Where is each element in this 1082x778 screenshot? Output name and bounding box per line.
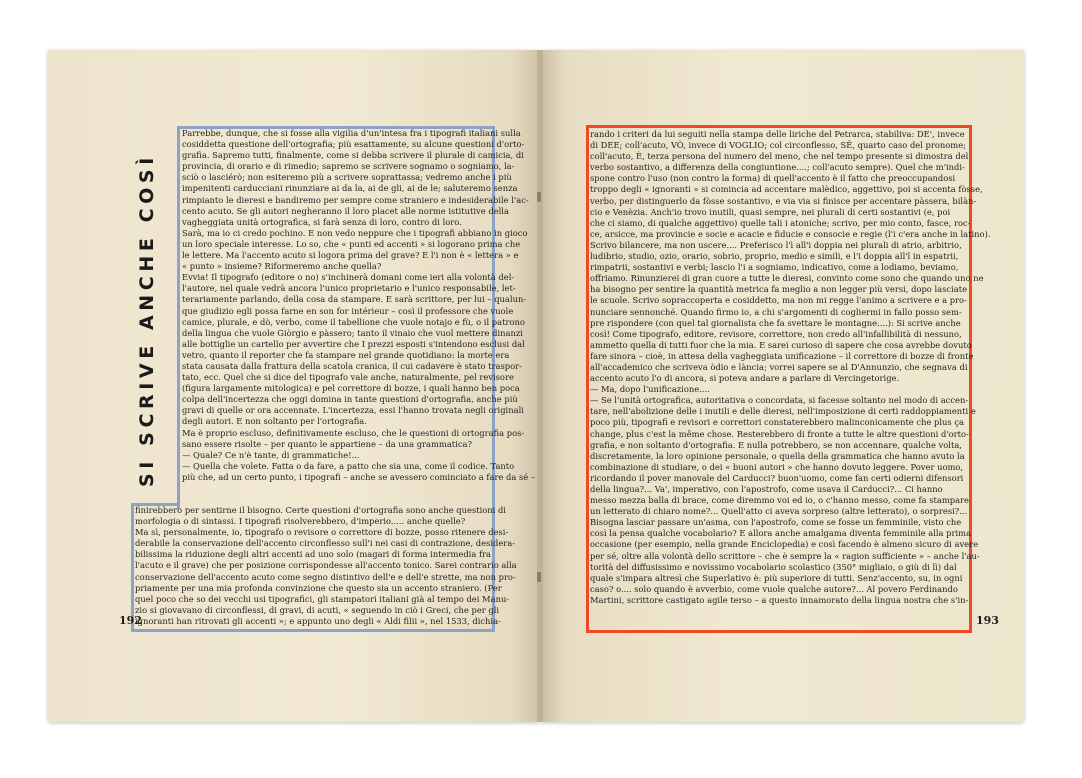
text-line: l'acuto e il grave) che per posizione corrispondesse all'accento tonico. Sarei contrario alla	[135, 560, 517, 571]
text-line: ammetto quella di tutti fuor che la mia. E sarei curioso di sapere che cosa avrebbe dovuto	[590, 339, 972, 350]
text-line: Ma sì, personalmente, io, tipografo o revisore o correttore di bozze, posso ritenere desi-	[135, 527, 509, 538]
text-line: Bisogna lasciar passare un'asma, con l'apostrofo, come se fosse un femminile, visto che	[590, 517, 962, 528]
text-line: (figura largamente mitologica) e pel correttore di bozze, i quali hanno ben poca	[182, 383, 520, 394]
text-line: verbo sostantivo, a differenza della congiuntione....; coll'acuto sempre). Quel che m'indi-	[590, 162, 965, 173]
text-line: sano essere risolte – per quanto le appartiene – da una grammatica?	[182, 438, 472, 449]
left-body-text-lower	[135, 505, 517, 628]
text-line: vagheggiata unità ortografica, si farà senza di loro, contro di loro.	[182, 216, 462, 227]
text-line: vetro, quanto il reporter che fa stampare nel grande quotidiano: la morte era	[182, 349, 510, 360]
text-line: offriamo. Rinunzierei di gran cuore a tutte le dieresi, convinto come sono che quando uno ne	[590, 273, 984, 284]
text-line: degli autori. E non soltanto per l'ortografia.	[182, 416, 367, 427]
text-line: all'accademico che scriveva òdio e lància; vorrei sapere se al D'Annunzio, che segnava di	[590, 361, 968, 372]
text-line: — Ma, dopo l'unificazione....	[590, 384, 710, 395]
text-line: gravi di quelle or ora accennate. L'incertezza, essi l'hanno trovata negli originali	[182, 405, 524, 416]
text-line: rimpianto le dieresi e bandiremo per sempre come straniero e indesiderabile l'ac-	[182, 194, 529, 205]
page-number-left: 192	[119, 614, 142, 627]
text-line: che ci siamo, di qualche aggettivo) quelle tali i atoniche; scrivo, per mio conto, fasce, roc-	[590, 217, 971, 228]
binding-staple-icon	[537, 192, 541, 202]
text-line: le lettere. Ma l'accento acuto si logora prima del grave? E l'i non è « lettera » e	[182, 250, 519, 261]
text-line: occasione (per esempio, nella grande Enciclopedia) e così facendo è almeno sicuro di avere	[590, 539, 979, 550]
chapter-title-vertical: SI SCRIVE ANCHE COSÌ	[136, 153, 158, 487]
text-line: per sé, oltre alla volontà dello scrittore – che è sempre la « ragion sufficiente » – anche l'au-	[590, 550, 980, 561]
text-line: Parrebbe, dunque, che si fosse alla vigilia d'un'intesa fra i tipografi italiani sulla	[182, 128, 521, 138]
text-line: tato, ecc. Quel che si dice del tipografo vale anche, naturalmente, pel revisore	[182, 372, 514, 383]
text-line: della lingua?... Va', imperativo, con l'apostrofo, come usava il Carducci?... Ci hanno	[590, 484, 943, 494]
text-line: messo mezza balla di brace, come diremmo voi ed io, o c'hanno messo, come fa stampare	[590, 495, 969, 506]
text-line: caso? o.... solo quando è avverbio, come vuole qualche autore?... Al povero Ferdinando	[590, 583, 958, 594]
text-line: terariamente parlando, della cosa da stampare. E sarà scrittore, per lui – qualun-	[182, 294, 527, 305]
text-line: verbo, per distinguerlo da fòsse sostantivo, e via via si finisce per accentare pàssera, bilàn-	[590, 195, 977, 206]
text-line: ricordando il pover manovale del Carducci? buon'uomo, come fan certi odierni difensori	[590, 472, 964, 483]
text-line: — Quella che volete. Fatta o da fare, a patto che sia una, come il codice. Tanto	[182, 460, 515, 471]
text-line: discretamente, la loro opinione personale, o quella della grammatica che hanno avuto la	[590, 450, 965, 461]
text-line: pre rispondere (con quel tal giornalista che fa svettare le montagne....): Si scrive anche	[590, 317, 961, 328]
text-line: Sarà, ma io ci credo pochino. E non vedo neppure che i tipografi abbiano in gioco	[182, 227, 528, 238]
text-line: così! Come tipografo, editore, revisore, correttore, non credo all'infallibilità di nessuno,	[590, 328, 962, 339]
binding-staple-icon	[537, 572, 541, 582]
text-line: spone contro l'uso (non contro la forma) di quell'accento è il fatto che preoccupandosi	[590, 173, 956, 184]
text-line: change, plus c'est la même chose. Resterebbero di fronte a tutte le altre questioni d'orto-	[590, 428, 969, 439]
text-line: Ma è proprio escluso, definitivamente escluso, che le questioni di ortografia pos-	[182, 427, 525, 438]
text-line: Martini, scrittore castigato agile terso – a questo innamorato della lingua nostra che s'in-	[590, 594, 969, 605]
text-line: accento acuto l'o di ancora, si poteva andare a parlare di Vercingetorige.	[590, 373, 900, 384]
text-line: un letterato di chiaro nome?... Quell'atto ci aveva sorpreso (altre letterato), o sorpresi?...	[590, 506, 968, 517]
text-line: ce, arsicce, ma provincie e socie e acacie e fiducie e consocie e regie (l'i c'era anche in latino).	[590, 228, 991, 239]
text-line: cosiddetta questione dell'ortografia; più esattamente, su alcune questioni d'orto-	[182, 139, 525, 150]
text-line: conservazione dell'accento acuto come segno distintivo dell'e e dell'e strette, ma non pro-	[135, 571, 516, 582]
page-number-right: 193	[976, 614, 999, 627]
text-line: bilissima la riduzione degli altri accenti ad uno solo (magari di forma intermedia fra	[135, 549, 492, 560]
text-line: troppo degli « ignoranti » si comincia ad accentare malèdico, aggettivo, poi si accenta fòsse,	[590, 184, 983, 195]
text-line: alle bottiglie un cartello per avvertire che I prezzi esposti s'intendono esclusi dal	[182, 338, 525, 349]
text-line: ludibrio, studio, ozio, orario, sobrio, proprio, medio e simili, e l'i doppia all'î in espatrii,	[590, 251, 959, 262]
text-line: priamente per una mia profonda convinzione che questo sia un accento straniero. (Per	[135, 582, 502, 593]
text-line: di DEE; coll'acuto, VÒ, invece di VOGLIO; col circonflesso, SÊ, quarto caso del pronome;	[590, 140, 966, 151]
text-line: cento acuto. Se gli autori negheranno il loro placet alle norme istitutive della	[182, 205, 509, 216]
text-line: finirebbero per sentirne il bisogno. Certe questioni d'ortografia sono anche questioni di	[135, 505, 506, 515]
text-line: que giudizio egli possa farne en son for intérieur – così il professore che vuole	[182, 305, 514, 316]
text-line: stata causata dalla frattura della scatola cranica, il cui cadavere è stato traspor-	[182, 360, 522, 371]
book-gutter	[537, 50, 543, 722]
text-line: morfologia o di sintassi. I tipografi risolverebbero, d'imperio..... anche quelle?	[135, 516, 466, 527]
text-line: provincia, di orario e di rimedio; sapremo se scrivere sognamo o sogniamo, la-	[182, 161, 515, 172]
text-line: impenitenti carducciani rinunziare ai da la, ai de gli, ai de le; saluteremo senza	[182, 183, 518, 194]
text-line: quale s'impara altresì che Superlativo è: più superiore di tutti. Senz'accento, su, in ogni	[590, 572, 963, 583]
text-line: zio si giovavano di circonflessi, di gravi, di acuti, « seguendo in ciò i Greci, che per gli	[135, 604, 500, 615]
text-line: nunciare sennonché. Quando firmo io, a chi s'argomenti di cogliermi in fallo posso sem-	[590, 306, 962, 317]
text-line: « punto » insieme? Riformeremo anche quella?	[182, 261, 382, 272]
text-line: fare sinora – cioè, in attesa della vagheggiata unificazione – il correttore di bozze di fronte	[590, 350, 974, 361]
text-line: derabile la conservazione dell'accento circonflesso sull'i nei casi di contrazione, desidera-	[135, 538, 516, 549]
text-line: — Se l'unità ortografica, autoritativa o concordata, si facesse soltanto nel modo di accen-	[590, 395, 969, 406]
text-line: cio e Venèzia. Anch'io trovo inutili, quasi sempre, nei plurali di certi sostantivi (e, poi	[590, 206, 951, 217]
text-line: quel poco che so dei vecchi usi tipografici, gli stampatori italiani già al tempo dei Manu-	[135, 593, 510, 604]
text-line: Evvia! Il tipografo (editore o no) s'inchinerà domani come ieri alla volontà del-	[182, 272, 515, 283]
text-line: grafia, e non soltanto d'ortografia. E nulla potrebbero, se non accennare, qualche volta,	[590, 439, 962, 450]
text-line: colpa dell'incertezza che oggi domina in tante questioni d'ortografia, anche più	[182, 394, 518, 405]
text-line: torità del diffusissimo e novissimo vocabolario scolastico (350° migliaio, o giù di lì) dal	[590, 561, 957, 572]
text-line: — Quale? Ce n'è tante, di grammatiche!...	[182, 449, 360, 460]
text-line: ignoranti han ritrovati gli accenti »; e appunto uno degli « Aldi filii », nel 1533, dichia-	[135, 615, 501, 626]
text-line: coll'acuto, È, terza persona del numero del meno, che nel tempo presente si dimostra del	[590, 151, 969, 162]
left-body-text-upper	[182, 128, 536, 505]
text-line: tare, nell'abolizione delle i inutili e delle dieresi, nell'imposizione di certi raddoppiamenti e	[590, 406, 976, 417]
text-line: ha bisogno per sentire la quantità metrica fa meglio a non legger più versi, dopo lasciate	[590, 284, 968, 295]
text-line: grafia. Sapremo tutti, finalmente, come si debba scrivere il plurale di camicia, di	[182, 150, 524, 161]
text-line: l'autore, nel quale vedrà ancora l'unico proprietario e l'unico responsabile, let-	[182, 283, 516, 294]
text-line: rando i criteri da lui seguiti nella stampa delle liriche del Petrarca, stabiliva: DE', invece	[590, 129, 965, 139]
text-line: della lingua che vuole Giòrgio e pàssero; tanto il vinaio che vuol mettere dinanzi	[182, 327, 523, 338]
text-line: rimpatrii, sostantivi e verbi; lascio l'i a sogniamo, indicativo, come a lodiamo, beviamo,	[590, 262, 959, 273]
text-line: poco più, tipografi e revisori e correttori constaterebbero malinconicamente che plus ça	[590, 417, 964, 428]
text-line: più che, ad un certo punto, i tipografi – anche se avessero cominciato a fare da sé –	[182, 471, 536, 482]
text-line: camice, plurale, e dò, verbo, come il tabellione che vuole notajo e fù, o il patrono	[182, 316, 525, 327]
text-line: Scrivo bilancere, ma non uscere.... Preferisco l'ì all'i doppia nei plurali di atrio, arbitrio,	[590, 239, 962, 250]
text-line: un loro speciale interesse. Lo so, che « punti ed accenti » si logorano prima che	[182, 238, 521, 249]
text-line: così la pensa qualche vocabolario? E allora anche amalgama diventa femminile alla prima	[590, 528, 972, 539]
text-line: combinazione di studiare, o dei « buoni autori » che hanno dovuto leggere. Pover uomo,	[590, 461, 964, 472]
text-line: le scuole. Scrivo sopraccoperta e cosiddetto, ma non mi regge l'animo a scrivere e a pro-	[590, 295, 967, 306]
text-line: sciò o lasciérò; non esiteremo più a scrivere soprattassa; vedremo anche i più	[182, 172, 512, 183]
